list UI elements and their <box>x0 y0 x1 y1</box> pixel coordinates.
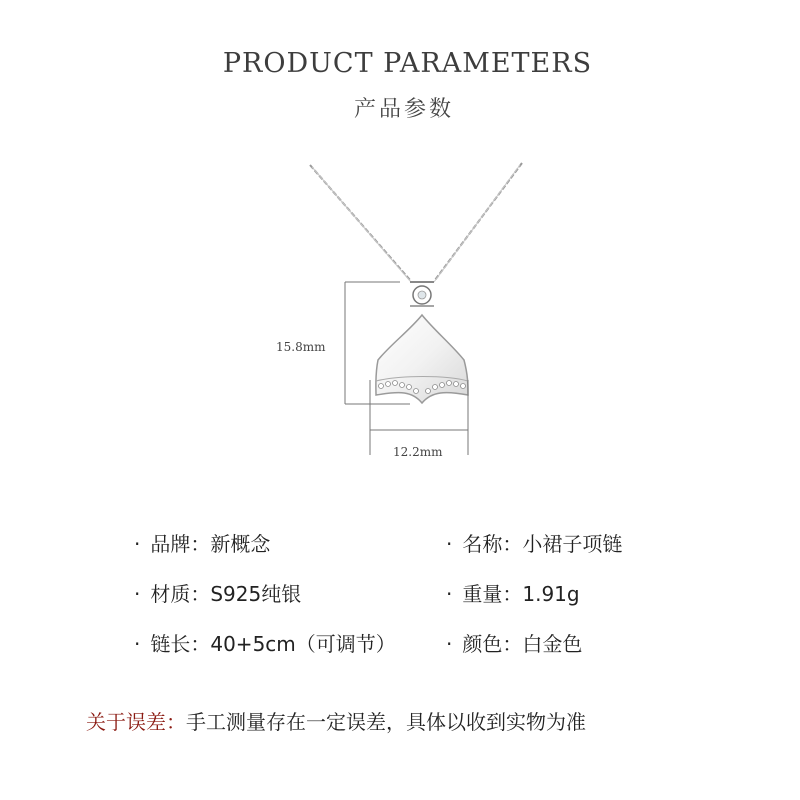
param-name <box>446 528 622 557</box>
param-value: 新概念 <box>210 532 271 556</box>
param-color <box>446 628 582 657</box>
param-value: 白金色 <box>522 632 583 656</box>
param-value: S925纯银 <box>210 582 302 606</box>
param-label: 链长： <box>150 632 211 656</box>
bullet: · <box>134 582 141 606</box>
param-label: 颜色： <box>462 632 523 656</box>
title-english: PRODUCT PARAMETERS <box>222 48 593 79</box>
param-label: 材质： <box>150 582 211 606</box>
bullet: · <box>446 582 453 606</box>
bullet: · <box>446 632 453 656</box>
height-dimension-label: 15.8mm <box>276 340 326 354</box>
param-chain-length <box>134 628 396 657</box>
param-value: 1.91g <box>522 582 580 606</box>
necklace-product-image <box>260 155 540 475</box>
pendant <box>376 315 468 403</box>
chain <box>310 163 522 282</box>
param-brand <box>134 528 270 557</box>
param-label: 品牌： <box>150 532 211 556</box>
param-value: 小裙子项链 <box>522 532 623 556</box>
param-value: 40+5cm（可调节） <box>210 632 396 656</box>
param-label: 重量： <box>462 582 523 606</box>
param-weight <box>446 578 580 607</box>
error-note-label: 关于误差： <box>86 710 186 734</box>
error-note-text: 手工测量存在一定误差，具体以收到实物为准 <box>186 710 586 734</box>
param-label: 名称： <box>462 532 523 556</box>
bullet: · <box>446 532 453 556</box>
param-material <box>134 578 301 607</box>
title-chinese: 产品参数 <box>353 97 454 122</box>
bail-stone <box>410 282 434 306</box>
bullet: · <box>134 632 141 656</box>
bullet: · <box>134 532 141 556</box>
width-dimension-label: 12.2mm <box>393 445 443 459</box>
error-note <box>86 706 586 735</box>
